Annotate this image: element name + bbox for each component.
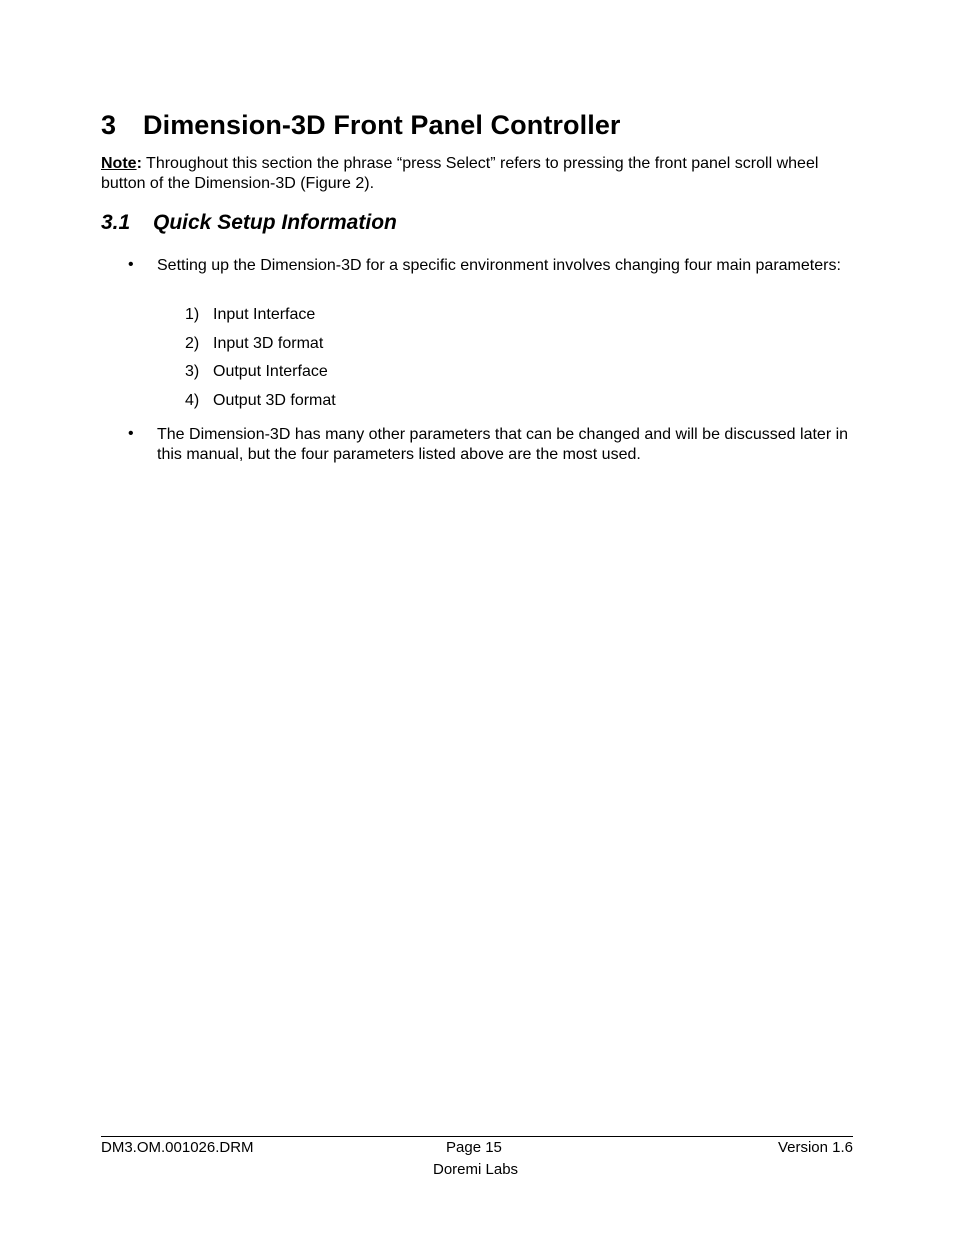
- list-item-number: 1): [185, 306, 200, 323]
- list-item: [185, 362, 328, 382]
- section-number: 3: [101, 110, 117, 140]
- list-item-number: 3): [185, 363, 200, 380]
- bullet-text-setup: Setting up the Dimension-3D for a specific environment involves changing four main parameters:: [157, 257, 841, 274]
- subsection-heading: [101, 211, 397, 235]
- list-item-label: Output Interface: [213, 363, 328, 380]
- footer-divider: [101, 1136, 853, 1137]
- list-item-label: Output 3D format: [213, 392, 336, 409]
- footer-version: Version 1.6: [777, 1139, 853, 1156]
- note-paragraph: [101, 154, 861, 194]
- bullet-icon: •: [128, 425, 134, 442]
- bullet-icon: •: [128, 256, 134, 273]
- subsection-title: Quick Setup Information: [153, 211, 397, 234]
- list-item-label: Input 3D format: [213, 335, 324, 352]
- list-item: [185, 334, 323, 354]
- list-item: [185, 305, 315, 325]
- note-colon: :: [136, 155, 142, 172]
- note-label: Note: [101, 155, 137, 172]
- list-item: [185, 391, 336, 411]
- footer-company: Doremi Labs: [433, 1161, 519, 1178]
- list-item-number: 2): [185, 335, 200, 352]
- section-heading: [101, 110, 621, 141]
- bullet-text-other-params: The Dimension-3D has many other parameters that can be changed and will be discussed later in this manual, but the four parameters listed above are the most used.: [157, 426, 849, 463]
- section-title: Dimension-3D Front Panel Controller: [143, 110, 621, 140]
- note-text: Throughout this section the phrase “press Select” refers to pressing the front panel scroll wheel button of the Dimension-3D (Figure 2).: [101, 155, 819, 192]
- subsection-number: 3.1: [101, 211, 131, 234]
- list-item-label: Input Interface: [213, 306, 316, 323]
- footer-doc-id: DM3.OM.001026.DRM: [101, 1139, 254, 1156]
- footer-page-number: Page 15: [446, 1139, 502, 1156]
- list-item-number: 4): [185, 392, 200, 409]
